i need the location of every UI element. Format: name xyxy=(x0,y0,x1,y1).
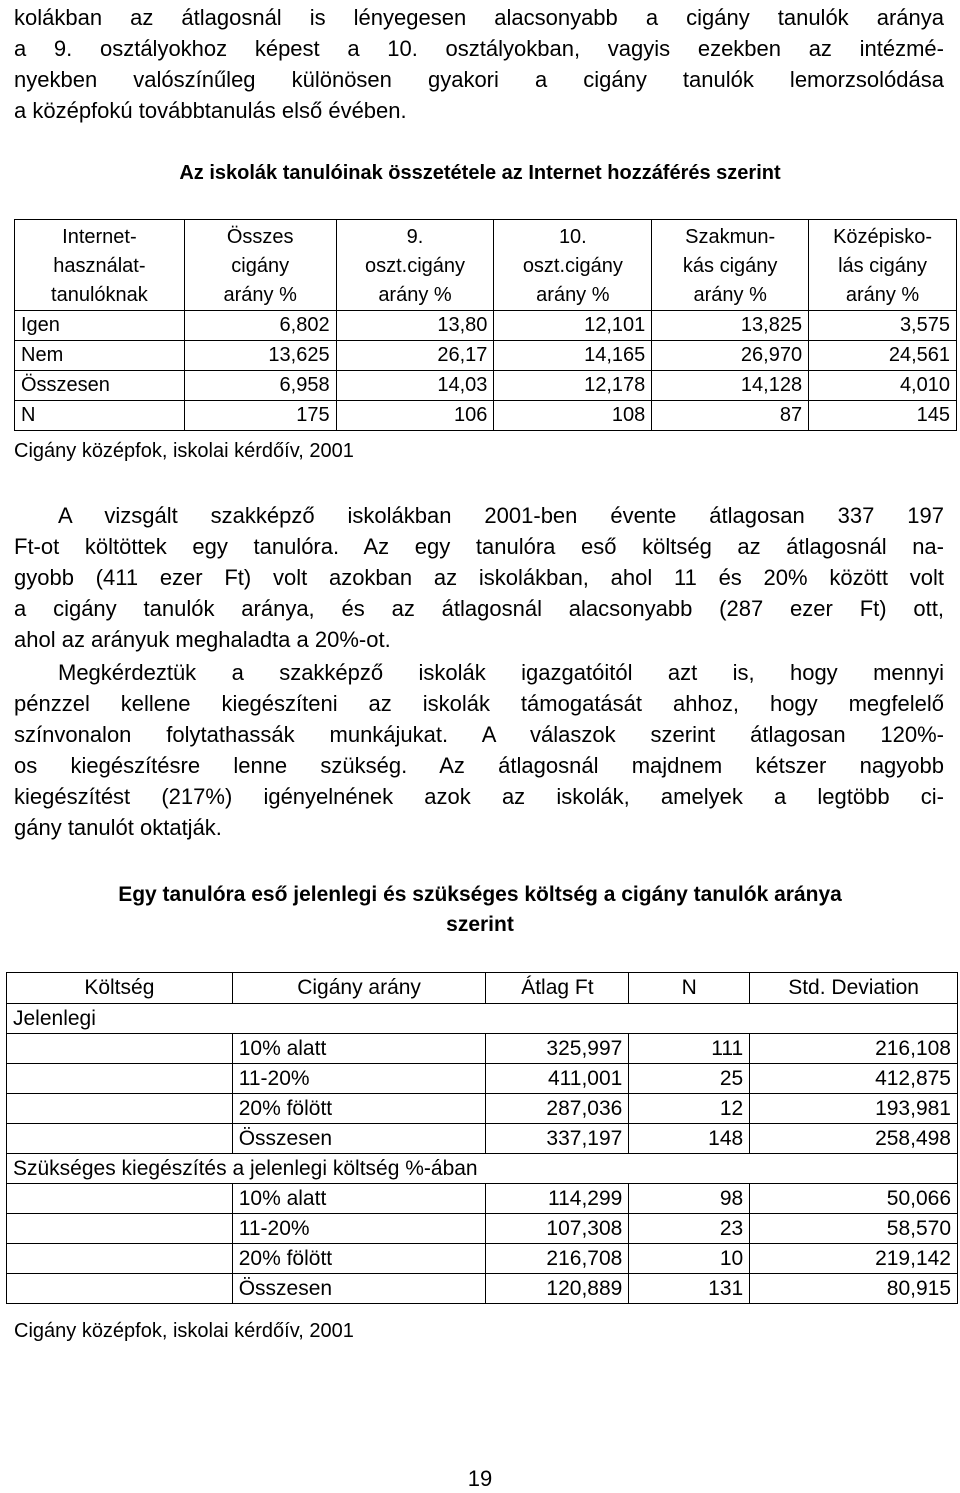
table1-header-row xyxy=(15,220,957,311)
body-line: A vizsgált szakképző iskolákban 2001-ben évente átlagosan 337 197 xyxy=(58,503,944,528)
category-cell: 20% fölött xyxy=(232,1244,486,1274)
body-line: kiegészítést (217%) igényelnének azok az iskolák, amelyek a legtöbb ci- xyxy=(14,784,944,809)
table-cell: 148 xyxy=(629,1124,750,1154)
group-row xyxy=(7,1004,958,1034)
table-cell: 411,001 xyxy=(486,1064,629,1094)
intro-line: kolákban az átlagosnál is lényegesen alacsonyabb a cigány tanulók aránya xyxy=(14,5,944,30)
table1-header-cell: Internet- használat- tanulóknak xyxy=(15,220,185,311)
table-cell: 114,299 xyxy=(486,1184,629,1214)
category-cell: 20% fölött xyxy=(232,1094,486,1124)
empty-cell xyxy=(7,1094,233,1124)
table-cell: 111 xyxy=(629,1034,750,1064)
group-label: Jelenlegi xyxy=(7,1004,958,1034)
table-cell: 107,308 xyxy=(486,1214,629,1244)
table2-title xyxy=(0,880,960,940)
category-cell: Összesen xyxy=(232,1124,486,1154)
table2-title-line: Egy tanulóra eső jelenlegi és szükséges költség a cigány tanulók aránya xyxy=(118,883,842,906)
table-cell: 26,17 xyxy=(336,341,494,371)
table-cell: 50,066 xyxy=(750,1184,958,1214)
body-line: színvonalon folytathassák munkájukat. A válaszok szerint átlagosan 120%- xyxy=(14,722,944,747)
table-row xyxy=(15,371,957,401)
empty-cell xyxy=(7,1274,233,1304)
body-paragraph-1 xyxy=(14,500,944,655)
body-paragraph-2 xyxy=(14,657,944,843)
table-cell: 13,80 xyxy=(336,311,494,341)
category-cell: 10% alatt xyxy=(232,1184,486,1214)
table-row xyxy=(7,1184,958,1214)
table-cell: 14,128 xyxy=(652,371,809,401)
internet-access-table xyxy=(14,219,957,431)
table-row xyxy=(7,1274,958,1304)
table-row xyxy=(15,401,957,431)
table-cell: 325,997 xyxy=(486,1034,629,1064)
table-cell: 287,036 xyxy=(486,1094,629,1124)
body-line: gyobb (411 ezer Ft) volt azokban az iskolákban, ahol 11 és 20% között volt xyxy=(14,565,944,590)
table-cell: 12,101 xyxy=(494,311,652,341)
table-cell: 145 xyxy=(809,401,957,431)
table1-header-cell: 10. oszt.cigány arány % xyxy=(494,220,652,311)
table-cell: 25 xyxy=(629,1064,750,1094)
intro-line: nyekben valószínűleg különösen gyakori a cigány tanulók lemorzsolódása xyxy=(14,67,944,92)
table-row xyxy=(7,1244,958,1274)
intro-line: a középfokú továbbtanulás első évében. xyxy=(14,98,407,123)
empty-cell xyxy=(7,1214,233,1244)
table2-header-cell: Átlag Ft xyxy=(486,973,629,1004)
table-cell: 80,915 xyxy=(750,1274,958,1304)
category-cell: 10% alatt xyxy=(232,1034,486,1064)
table2-source: Cigány középfok, iskolai kérdőív, 2001 xyxy=(14,1320,354,1342)
row-label: N xyxy=(15,401,185,431)
intro-paragraph xyxy=(14,2,944,126)
table-row xyxy=(7,1094,958,1124)
category-cell: Összesen xyxy=(232,1274,486,1304)
body-line: Megkérdeztük a szakképző iskolák igazgatóitól azt is, hogy mennyi xyxy=(58,660,944,685)
table-cell: 12 xyxy=(629,1094,750,1124)
table-cell: 98 xyxy=(629,1184,750,1214)
table-cell: 412,875 xyxy=(750,1064,958,1094)
cost-table xyxy=(6,972,958,1304)
row-label: Igen xyxy=(15,311,185,341)
page-number: 19 xyxy=(467,1466,493,1491)
table-cell: 13,625 xyxy=(184,341,336,371)
table1-title: Az iskolák tanulóinak összetétele az Internet hozzáférés szerint xyxy=(179,162,781,184)
table-cell: 4,010 xyxy=(809,371,957,401)
table-row xyxy=(7,1034,958,1064)
table-cell: 13,825 xyxy=(652,311,809,341)
table-cell: 14,165 xyxy=(494,341,652,371)
table-cell: 12,178 xyxy=(494,371,652,401)
table-cell: 216,108 xyxy=(750,1034,958,1064)
table-cell: 120,889 xyxy=(486,1274,629,1304)
empty-cell xyxy=(7,1034,233,1064)
row-label: Összesen xyxy=(15,371,185,401)
category-cell: 11-20% xyxy=(232,1064,486,1094)
table2-header-row xyxy=(7,973,958,1004)
table-cell: 14,03 xyxy=(336,371,494,401)
table-cell: 24,561 xyxy=(809,341,957,371)
body-line: gány tanulót oktatják. xyxy=(14,815,222,840)
table2-header-cell: Cigány arány xyxy=(232,973,486,1004)
body-line: pénzzel kellene kiegészíteni az iskolák támogatását ahhoz, hogy megfelelő xyxy=(14,691,944,716)
table2-header-cell: Költség xyxy=(7,973,233,1004)
table-row xyxy=(7,1124,958,1154)
table-cell: 193,981 xyxy=(750,1094,958,1124)
empty-cell xyxy=(7,1064,233,1094)
category-cell: 11-20% xyxy=(232,1214,486,1244)
table-row xyxy=(15,311,957,341)
table1-source: Cigány középfok, iskolai kérdőív, 2001 xyxy=(14,440,354,462)
empty-cell xyxy=(7,1124,233,1154)
table-cell: 6,958 xyxy=(184,371,336,401)
table-cell: 10 xyxy=(629,1244,750,1274)
table-cell: 23 xyxy=(629,1214,750,1244)
body-line: os kiegészítésre lenne szükség. Az átlagosnál majdnem kétszer nagyobb xyxy=(14,753,944,778)
table2-header-cell: N xyxy=(629,973,750,1004)
table-cell: 175 xyxy=(184,401,336,431)
table-row xyxy=(7,1064,958,1094)
table1-header-cell: Összes cigány arány % xyxy=(184,220,336,311)
empty-cell xyxy=(7,1244,233,1274)
group-label: Szükséges kiegészítés a jelenlegi költség %-ában xyxy=(7,1154,958,1184)
empty-cell xyxy=(7,1184,233,1214)
table-cell: 87 xyxy=(652,401,809,431)
table2-header-cell: Std. Deviation xyxy=(750,973,958,1004)
table-cell: 216,708 xyxy=(486,1244,629,1274)
table-cell: 106 xyxy=(336,401,494,431)
table-row xyxy=(7,1214,958,1244)
table-cell: 337,197 xyxy=(486,1124,629,1154)
table2-title-line: szerint xyxy=(446,913,514,936)
body-line: ahol az arányuk meghaladta a 20%-ot. xyxy=(14,627,391,652)
table-cell: 258,498 xyxy=(750,1124,958,1154)
table1-header-cell: 9. oszt.cigány arány % xyxy=(336,220,494,311)
table-cell: 26,970 xyxy=(652,341,809,371)
intro-line: a 9. osztályokhoz képest a 10. osztályokban, vagyis ezekben az intézmé- xyxy=(14,36,944,61)
table-row xyxy=(15,341,957,371)
body-line: Ft-ot költöttek egy tanulóra. Az egy tanulóra eső költség az átlagosnál na- xyxy=(14,534,944,559)
table-cell: 219,142 xyxy=(750,1244,958,1274)
table-cell: 6,802 xyxy=(184,311,336,341)
table-cell: 3,575 xyxy=(809,311,957,341)
body-line: a cigány tanulók aránya, és az átlagosnál alacsonyabb (287 ezer Ft) ott, xyxy=(14,596,944,621)
table1-header-cell: Középisko- lás cigány arány % xyxy=(809,220,957,311)
group-row xyxy=(7,1154,958,1184)
row-label: Nem xyxy=(15,341,185,371)
table-cell: 108 xyxy=(494,401,652,431)
table1-header-cell: Szakmun- kás cigány arány % xyxy=(652,220,809,311)
table-cell: 58,570 xyxy=(750,1214,958,1244)
table-cell: 131 xyxy=(629,1274,750,1304)
